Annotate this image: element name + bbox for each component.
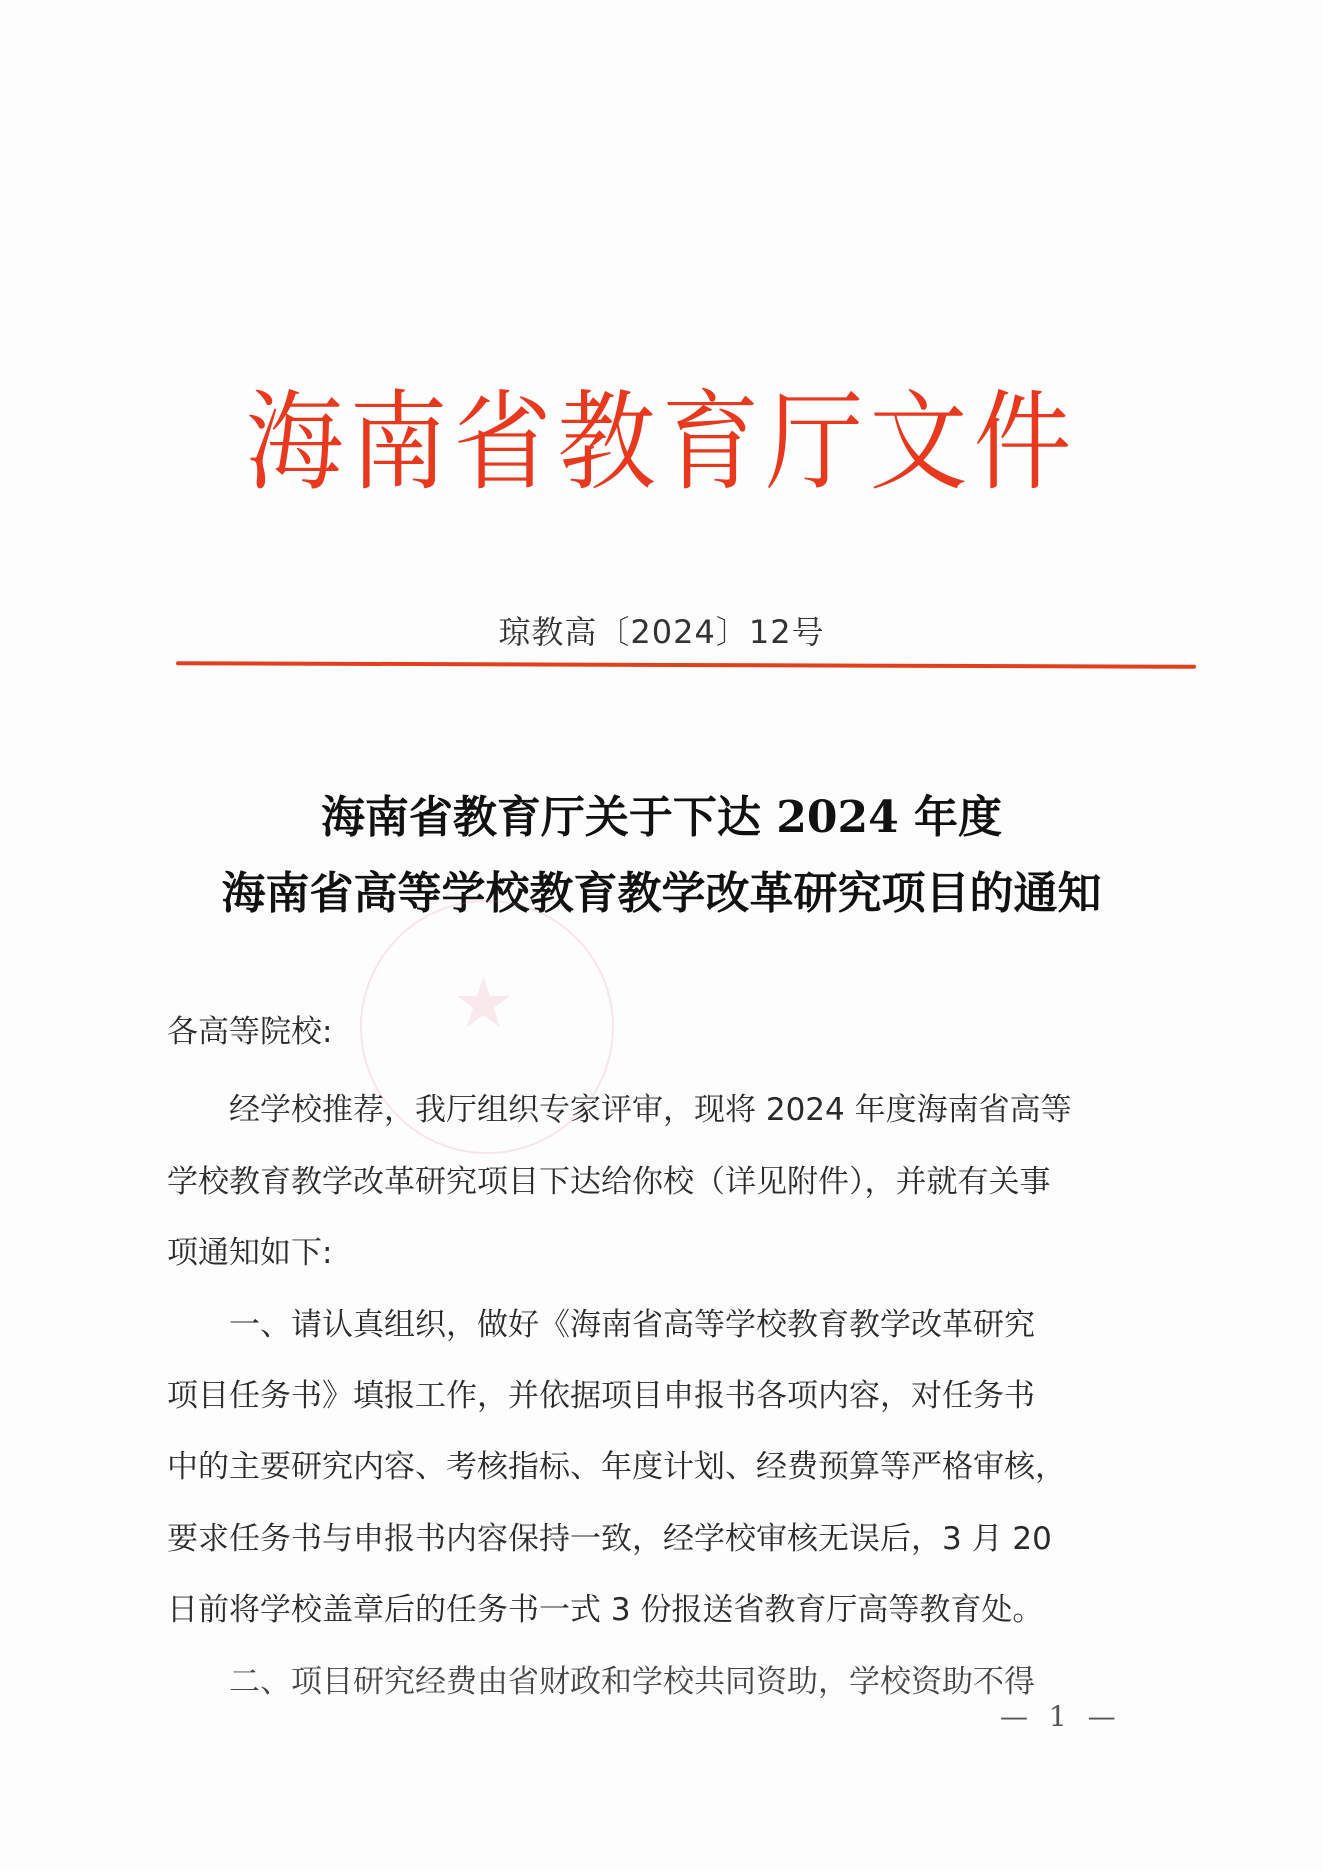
body-line: 一、请认真组织，做好《海南省高等学校教育教学改革研究 [167,1307,1035,1343]
body-line: 项通知如下: [167,1235,333,1271]
body-line: 经学校推荐，我厅组织专家评审，现将 2024 年度海南省高等 [167,1092,1072,1128]
body-line: 学校教育教学改革研究项目下达给你校（详见附件），并就有关事 [167,1164,1051,1200]
issuer-title: 海南省教育厅文件 [245,380,1078,506]
body-line: 二、项目研究经费由省财政和学校共同资助，学校资助不得 [167,1664,1035,1700]
body-line: 中的主要研究内容、考核指标、年度计划、经费预算等严格审核， [167,1449,1066,1485]
document-title-line-2: 海南省高等学校教育教学改革研究项目的通知 [221,868,1102,919]
seal-star-icon: ★ [452,962,515,1044]
document-title-line-1: 海南省教育厅关于下达 2024 年度 [320,792,1003,843]
body-line: 项目任务书》填报工作，并依据项目申报书各项内容，对任务书 [167,1378,1035,1414]
body-line: 要求任务书与申报书内容保持一致，经学校审核无误后，3 月 20 [167,1521,1052,1557]
document-number: 琼教高〔2024〕12号 [498,613,825,651]
salutation: 各高等院校: [167,1014,333,1050]
red-divider-line [176,661,1196,669]
page-number: — 1 — [1000,1700,1122,1733]
body-line: 日前将学校盖章后的任务书一式 3 份报送省教育厅高等教育处。 [167,1592,1044,1628]
